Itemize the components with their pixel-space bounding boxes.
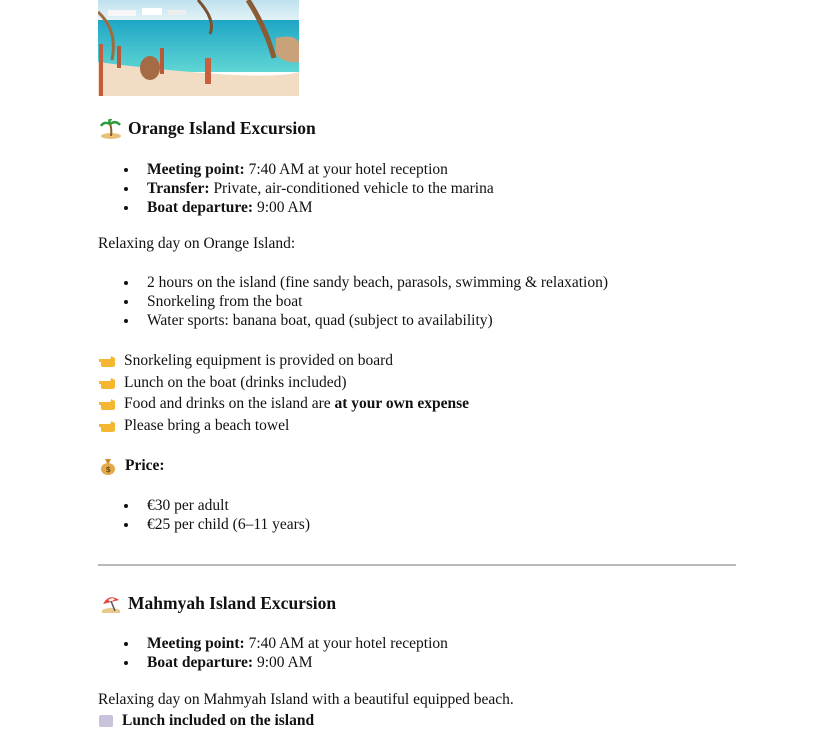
note-item bbox=[98, 393, 469, 415]
detail-value: Private, air-conditioned vehicle to the marina bbox=[209, 180, 494, 197]
price-list bbox=[121, 496, 310, 534]
plate-icon bbox=[98, 714, 114, 728]
pointing-hand-icon bbox=[98, 418, 116, 433]
detail-label: Boat departure: bbox=[147, 654, 254, 671]
detail-label: Meeting point: bbox=[147, 161, 245, 178]
detail-value: 9:00 AM bbox=[253, 654, 313, 671]
detail-value: 7:40 AM at your hotel reception bbox=[244, 161, 448, 178]
mahmyah-details-list bbox=[121, 634, 448, 672]
svg-text:$: $ bbox=[105, 464, 112, 474]
detail-label: Transfer: bbox=[147, 180, 210, 197]
orange-activities-list bbox=[121, 273, 608, 330]
section-title-orange-island bbox=[100, 118, 316, 139]
orange-details-list bbox=[121, 160, 494, 217]
section-title-text: Mahmyah Island Excursion bbox=[128, 593, 337, 613]
mahmyah-partial-line bbox=[98, 711, 314, 730]
price-heading bbox=[100, 457, 165, 475]
section-title-text: Orange Island Excursion bbox=[128, 118, 316, 138]
section-title-mahmyah-island bbox=[100, 593, 336, 614]
pointing-hand-icon bbox=[98, 353, 116, 368]
price-label: Price: bbox=[125, 457, 165, 474]
mahmyah-intro: Relaxing day on Mahmyah Island with a beautiful equipped beach. bbox=[98, 691, 514, 708]
detail-value: 7:40 AM at your hotel reception bbox=[244, 635, 448, 652]
note-text: Food and drinks on the island are bbox=[124, 395, 335, 413]
note-emphasis: at your own expense bbox=[334, 395, 469, 413]
pointing-hand-icon bbox=[98, 396, 116, 411]
list-item: Snorkeling from the boat bbox=[121, 292, 608, 311]
note-item bbox=[98, 415, 469, 437]
beach-photo bbox=[98, 0, 299, 96]
list-item bbox=[121, 653, 448, 672]
pointing-hand-icon bbox=[98, 375, 116, 390]
note-text: Lunch on the boat (drinks included) bbox=[124, 373, 347, 391]
orange-intro: Relaxing day on Orange Island: bbox=[98, 235, 296, 252]
note-text: Snorkeling equipment is provided on board bbox=[124, 352, 394, 370]
list-item: €30 per adult bbox=[121, 496, 310, 515]
note-item bbox=[98, 372, 469, 394]
detail-label: Meeting point: bbox=[147, 635, 245, 652]
detail-label: Boat departure: bbox=[147, 199, 254, 216]
note-item bbox=[98, 350, 469, 372]
money-bag-icon bbox=[100, 458, 116, 475]
list-item: Water sports: banana boat, quad (subject to availability) bbox=[121, 311, 608, 330]
list-item bbox=[121, 634, 448, 653]
detail-value: 9:00 AM bbox=[253, 199, 313, 216]
desert-island-icon bbox=[100, 119, 122, 139]
beach-umbrella-icon bbox=[100, 594, 122, 614]
list-item bbox=[121, 160, 494, 179]
list-item bbox=[121, 179, 494, 198]
list-item: €25 per child (6–11 years) bbox=[121, 515, 310, 534]
section-divider bbox=[98, 564, 736, 566]
orange-notes-list bbox=[98, 350, 469, 436]
note-text: Please bring a beach towel bbox=[124, 417, 290, 435]
list-item bbox=[121, 198, 494, 217]
partial-line-text: Lunch included on the island bbox=[122, 712, 315, 729]
list-item: 2 hours on the island (fine sandy beach, parasols, swimming & relaxation) bbox=[121, 273, 608, 292]
